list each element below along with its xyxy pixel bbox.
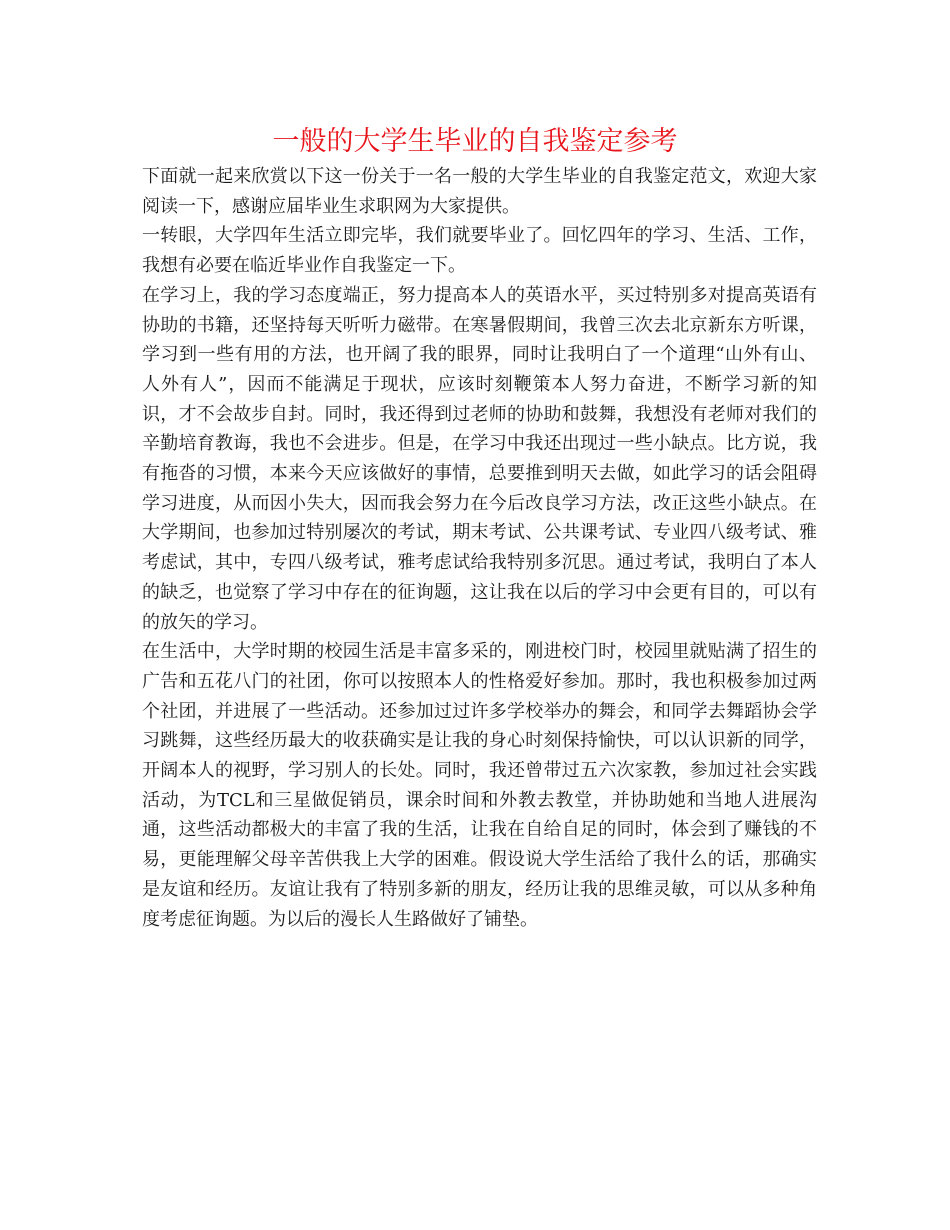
paragraph-study: 在学习上，我的学习态度端正，努力提高本人的英语水平，买过特别多对提高英语有协助的书籍，还坚持每天听听力磁带。在寒暑假期间，我曾三次去北京新东方听课，学习到一些有用的方法，也开阔了我的眼界，同时让我明白了一个道理“山外有山、人外有人”，因而不能满足于现状，应该时刻鞭策本人努力奋进，不断学习新的知识，才不会故步自封。同时，我还得到过老师的协助和鼓舞，我想没有老师对我们的辛勤培育教诲，我也不会进步。但是，在学习中我还出现过一些小缺点。比方说，我有拖沓的习惯，本来今天应该做好的事情，总要推到明天去做，如此学习的话会阻碍学习进度，从而因小失大，因而我会努力在今后改良学习方法，改正这些小缺点。在大学期间，也参加过特别屡次的考试，期末考试、公共课考试、专业四八级考试、雅考虑试，其中，专四八级考试，雅考虑试给我特别多沉思。通过考试，我明白了本人的缺乏，也觉察了学习中存在的征询题，这让我在以后的学习中会更有目的，可以有的放矢的学习。 <box>142 284 817 633</box>
document-body <box>142 162 817 934</box>
paragraph-overview: 一转眼，大学四年生活立即完毕，我们就要毕业了。回忆四年的学习、生活、工作，我想有必要在临近毕业作自我鉴定一下。 <box>142 225 817 277</box>
paragraph-intro: 下面就一起来欣赏以下这一份关于一名一般的大学生毕业的自我鉴定范文，欢迎大家阅读一下，感谢应届毕业生求职网为大家提供。 <box>142 166 817 217</box>
document-title: 一般的大学生毕业的自我鉴定参考 <box>272 126 678 157</box>
paragraph-life: 在生活中，大学时期的校园生活是丰富多采的，刚进校门时，校园里就贴满了招生的广告和五花八门的社团，你可以按照本人的性格爱好参加。那时，我也积极参加过两个社团，并进展了一些活动。还参加过过许多学校举办的舞会，和同学去舞蹈协会学习跳舞，这些经历最大的收获确实是让我的身心时刻保持愉快，可以认识新的同学，开阔本人的视野，学习别人的长处。同时，我还曾带过五六次家教，参加过社会实践活动，为TCL和三星做促销员，课余时间和外教去教堂，并协助她和当地人进展沟通，这些活动都极大的丰富了我的生活，让我在自给自足的同时，体会到了赚钱的不易，更能理解父母辛苦供我上大学的困难。假设说大学生活给了我什么的话，那确实是友谊和经历。友谊让我有了特别多新的朋友，经历让我的思维灵敏，可以从多种角度考虑征询题。为以后的漫长人生路做好了铺垫。 <box>142 641 817 930</box>
